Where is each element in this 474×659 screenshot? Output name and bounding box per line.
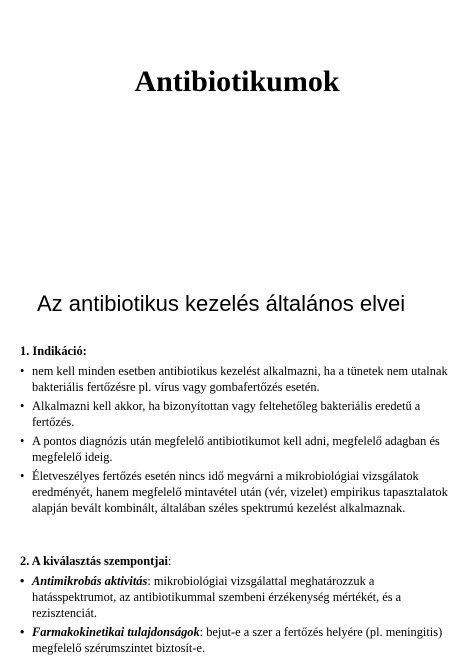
selection-heading [20, 553, 460, 569]
page-title: Antibiotikumok [134, 65, 340, 98]
selection-heading-colon: : [168, 554, 172, 568]
title-slide [0, 0, 474, 262]
bullet-icon: • [20, 574, 25, 588]
bullet-icon: • [20, 434, 25, 448]
bullet-icon: • [20, 364, 25, 378]
list-item-text: A pontos diagnózis után megfelelő antibiotikumot kell adni, megfelelő adagban és megfelelő ideig. [32, 434, 440, 464]
bullet-icon: • [20, 399, 25, 413]
list-item-text: : bejut-e a szer a fertőzés helyére (pl. meningitis) megfelelő szérumszintet biztosít-e. [32, 625, 443, 655]
list-item [20, 573, 460, 621]
list-item-term: Farmakokinetikai tulajdonságok [32, 625, 200, 639]
indication-heading: 1. Indikáció: [20, 344, 87, 358]
indication-section [20, 343, 460, 519]
selection-heading-text: 2. A kiválasztás szempontjai [20, 554, 169, 568]
bullet-icon: • [20, 469, 25, 483]
list-item [20, 468, 460, 516]
bullet-icon: • [20, 625, 25, 639]
list-item [20, 624, 460, 656]
indication-list [20, 363, 460, 516]
list-item-text: : mikrobiológiai vizsgálattal meghatározzuk a hatásspektrumot, az antibiotikummal szembeni érzékenység mértékét, és a rezisztenciát. [32, 574, 402, 620]
list-item-text: nem kell minden esetben antibiotikus kezelést alkalmazni, ha a tünetek nem utalnak bakteriális fertőzésre pl. vírus vagy gombafertőzés esetén. [32, 364, 448, 394]
list-item-text: Életveszélyes fertőzés esetén nincs idő megvárni a mikrobiológiai vizsgálatok eredményét, hanem megfelelő mintavétel után (vér, vizelet) empirikus tapasztalatok alapján bevált kombinált, általában széles spektrumú kezelést alkalmaznak. [32, 469, 448, 515]
list-item-text: Alkalmazni kell akkor, ha bizonyítottan vagy feltehetőleg bakteriális eredetű a fertőzés. [32, 399, 421, 429]
list-item [20, 398, 460, 430]
list-item [20, 433, 460, 465]
selection-section [20, 553, 460, 659]
section-title: Az antibiotikus kezelés általános elvei [37, 291, 406, 316]
selection-list [20, 573, 460, 656]
list-item [20, 363, 460, 395]
list-item-term: Antimikrobás aktivitás [32, 574, 148, 588]
